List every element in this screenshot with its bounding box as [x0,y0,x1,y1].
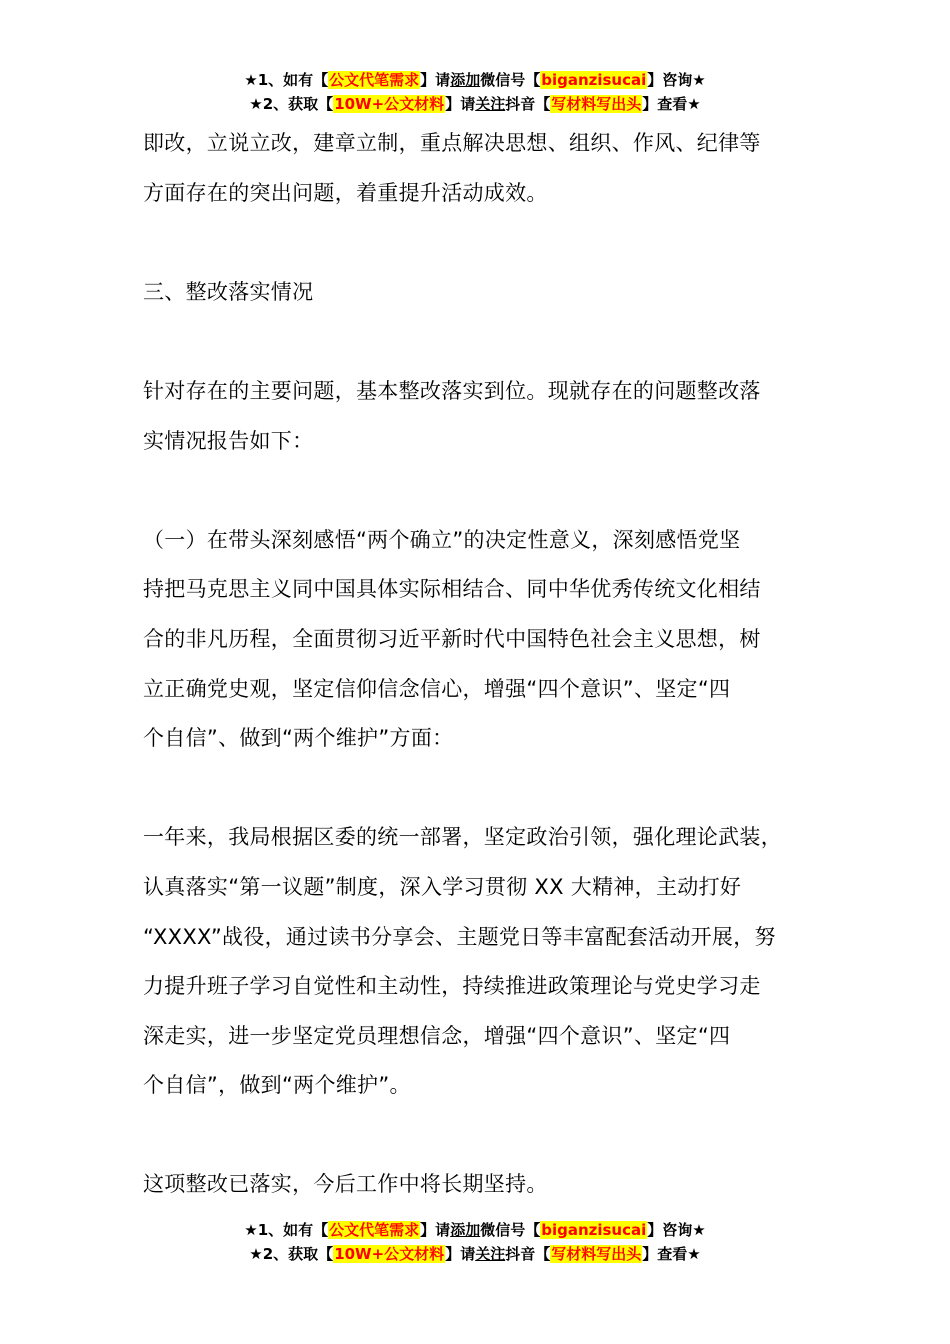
banner-underline: 关注 [475,1245,506,1263]
banner-text: 微信号【 [480,71,541,89]
banner-highlight: 10W+公文材料 [334,95,445,113]
banner-highlight: 写材料写出头 [551,95,642,113]
banner-underline: 添加 [450,1221,481,1239]
text-line: 即改，立说立改，建章立制，重点解决思想、组织、作风、纪律等 [143,131,761,155]
banner-text: ★2、获取【 [249,95,334,113]
text-line: 力提升班子学习自觉性和主动性，持续推进政策理论与党史学习走 [143,974,761,999]
banner-text: 】查看★ [642,1245,701,1263]
banner-text: 抖音【 [505,95,551,113]
text-line: 针对存在的主要问题，基本整改落实到位。现就存在的问题整改落 [143,378,761,403]
banner-highlight: 公文代笔需求 [329,71,420,89]
banner-text: 】查看★ [642,95,701,113]
header-banner [0,68,950,116]
banner-text: 】请 [445,95,476,113]
text-line: 合的非凡历程，全面贯彻习近平新时代中国特色社会主义思想，树 [143,626,761,651]
banner-text: 】咨询★ [647,71,706,89]
banner-line-2 [0,1242,950,1266]
banner-text: 】请 [420,71,451,89]
text-line: 实情况报告如下： [143,428,314,453]
banner-highlight: biganzisucai [541,71,647,89]
text-line: 一年来，我局根据区委的统一部署，坚定政治引领，强化理论武装， [143,825,782,850]
section-heading: 三、整改落实情况 [143,279,314,304]
document-body [143,119,833,1210]
banner-line-1 [0,1218,950,1242]
banner-underline: 添加 [450,71,481,89]
banner-text: 】请 [420,1221,451,1239]
banner-text: 】请 [445,1245,476,1263]
banner-highlight: 10W+公文材料 [334,1245,445,1263]
text-line: 深走实，进一步坚定党员理想信念，增强“四个意识”、坚定“四 [143,1023,731,1048]
text-line: 个自信”，做到“两个维护”。 [143,1073,411,1098]
banner-underline: 关注 [475,95,506,113]
text-line: “XXXX”战役，通过读书分享会、主题党日等丰富配套活动开展，努 [143,924,776,949]
banner-highlight: 公文代笔需求 [329,1221,420,1239]
footer-banner [0,1218,950,1266]
banner-text: ★1、如有【 [244,1221,329,1239]
banner-highlight: biganzisucai [541,1221,647,1239]
text-line: 持把马克思主义同中国具体实际相结合、同中华优秀传统文化相结 [143,577,761,602]
banner-highlight: 写材料写出头 [551,1245,642,1263]
banner-text: 抖音【 [505,1245,551,1263]
text-line: 个自信”、做到“两个维护”方面： [143,726,454,751]
banner-text: ★2、获取【 [249,1245,334,1263]
banner-text: ★1、如有【 [244,71,329,89]
banner-text: 】咨询★ [647,1221,706,1239]
text-line: 方面存在的突出问题，着重提升活动成效。 [143,180,548,205]
banner-line-1 [0,68,950,92]
text-line: 认真落实“第一议题”制度，深入学习贯彻 XX 大精神，主动打好 [143,874,742,899]
banner-text: 微信号【 [480,1221,541,1239]
text-line: （一）在带头深刻感悟“两个确立”的决定性意义，深刻感悟党坚 [143,527,741,552]
text-line: 这项整改已落实，今后工作中将长期坚持。 [143,1172,548,1197]
banner-line-2 [0,92,950,116]
text-line: 立正确党史观，坚定信仰信念信心，增强“四个意识”、坚定“四 [143,676,731,701]
